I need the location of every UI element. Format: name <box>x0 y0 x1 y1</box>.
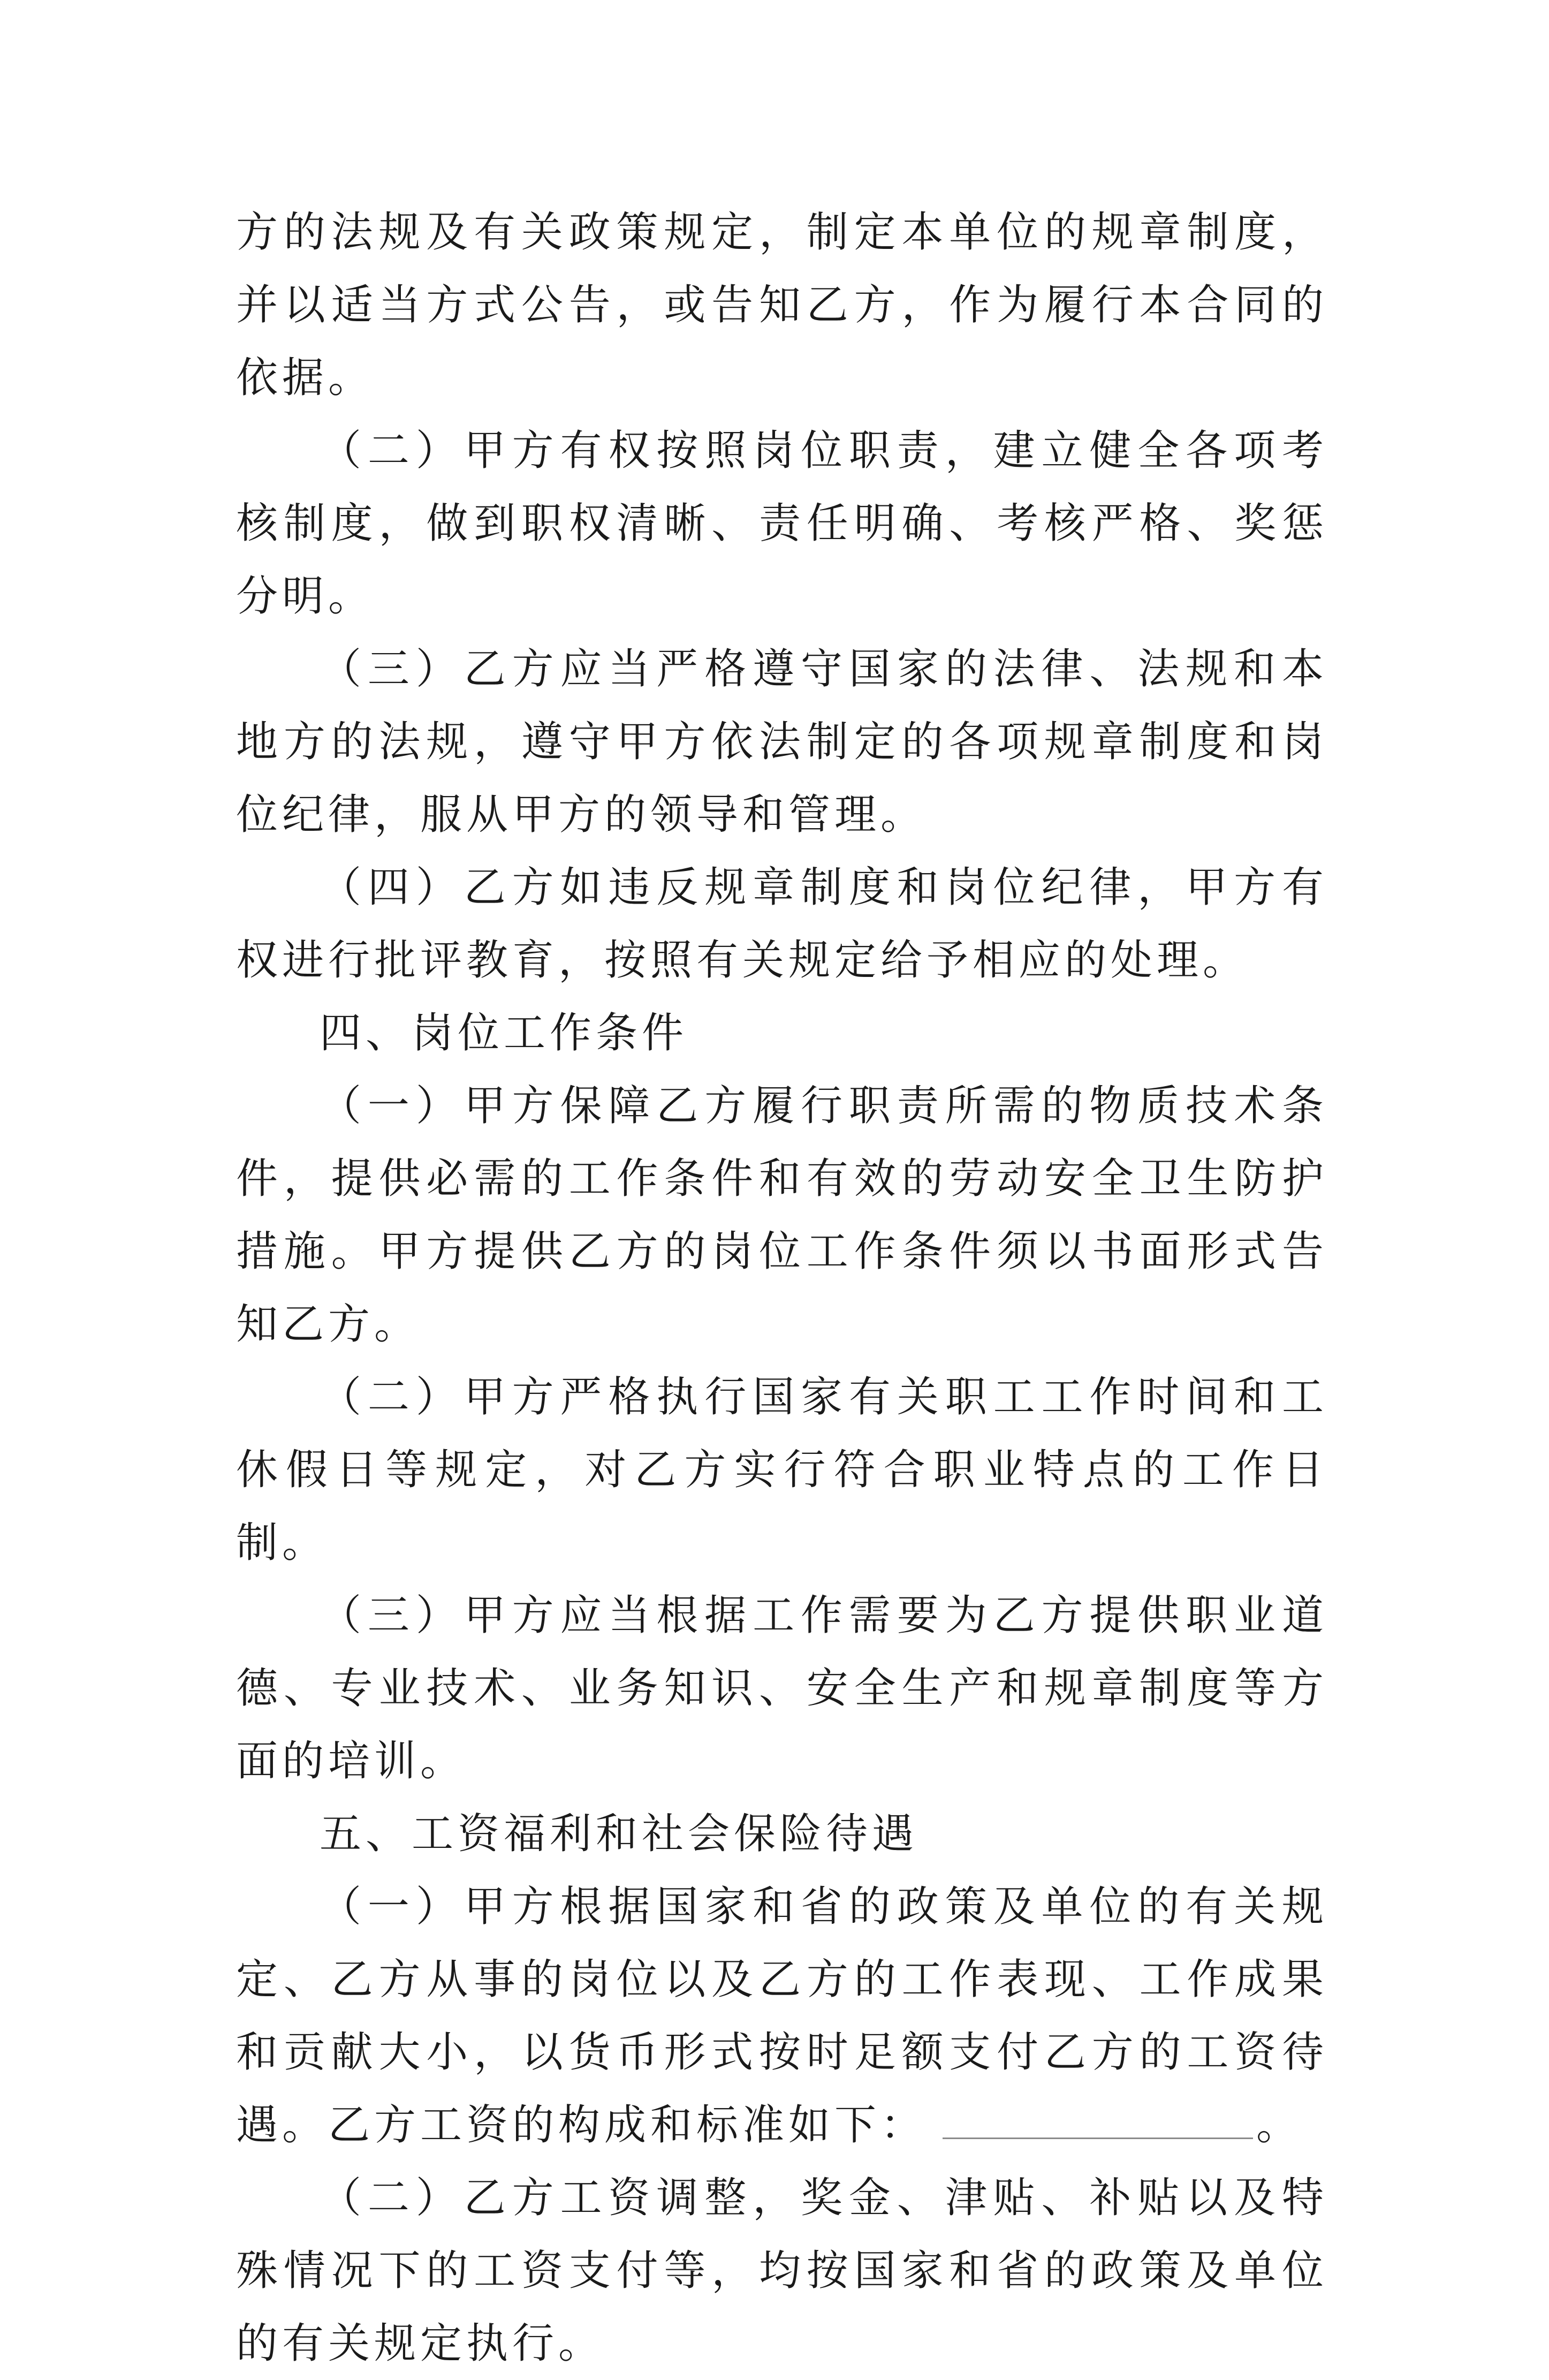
document-body <box>236 196 1328 2380</box>
section-heading-4: 四、岗位工作条件 <box>320 1009 688 1057</box>
paragraph-clause-4-2: （二）甲方严格执行国家有关职工工作时间和工休假日等规定，对乙方实行符合职业特点的工作日制。 <box>236 1373 1328 1567</box>
section-heading-5: 五、工资福利和社会保险待遇 <box>320 1810 918 1858</box>
paragraph-clause-5-1-tail: 。 <box>1256 2101 1303 2149</box>
paragraph-clause-3-4: （四）乙方如违反规章制度和岗位纪律，甲方有权进行批评教育，按照有关规定给予相应的处理。 <box>236 863 1328 984</box>
paragraph-clause-4-3: （三）甲方应当根据工作需要为乙方提供职业道德、专业技术、业务知识、安全生产和规章制度等方面的培训。 <box>236 1591 1328 1785</box>
paragraph-clause-3-3: （三）乙方应当严格遵守国家的法律、法规和本地方的法规，遵守甲方依法制定的各项规章制度和岗位纪律，服从甲方的领导和管理。 <box>236 645 1328 839</box>
salary-standard-blank[interactable] <box>943 2100 1253 2139</box>
paragraph-continuation: 方的法规及有关政策规定，制定本单位的规章制度，并以适当方式公告，或告知乙方，作为履行本合同的依据。 <box>236 208 1328 402</box>
paragraph-clause-5-1 <box>236 1870 1328 2162</box>
paragraph-clause-3-2: （二）甲方有权按照岗位职责，建立健全各项考核制度，做到职权清晰、责任明确、考核严格、奖惩分明。 <box>236 427 1328 620</box>
paragraph-clause-4-1: （一）甲方保障乙方履行职责所需的物质技术条件，提供必需的工作条件和有效的劳动安全卫生防护措施。甲方提供乙方的岗位工作条件须以书面形式告知乙方。 <box>236 1082 1328 1348</box>
paragraph-clause-5-1-text: （一）甲方根据国家和省的政策及单位的有关规定、乙方从事的岗位以及乙方的工作表现、工作成果和贡献大小，以货币形式按时足额支付乙方的工资待遇。乙方工资的构成和标准如下： <box>236 1883 1328 2149</box>
paragraph-clause-5-2: （二）乙方工资调整，奖金、津贴、补贴以及特殊情况下的工资支付等，均按国家和省的政策及单位的有关规定执行。 <box>236 2174 1328 2368</box>
